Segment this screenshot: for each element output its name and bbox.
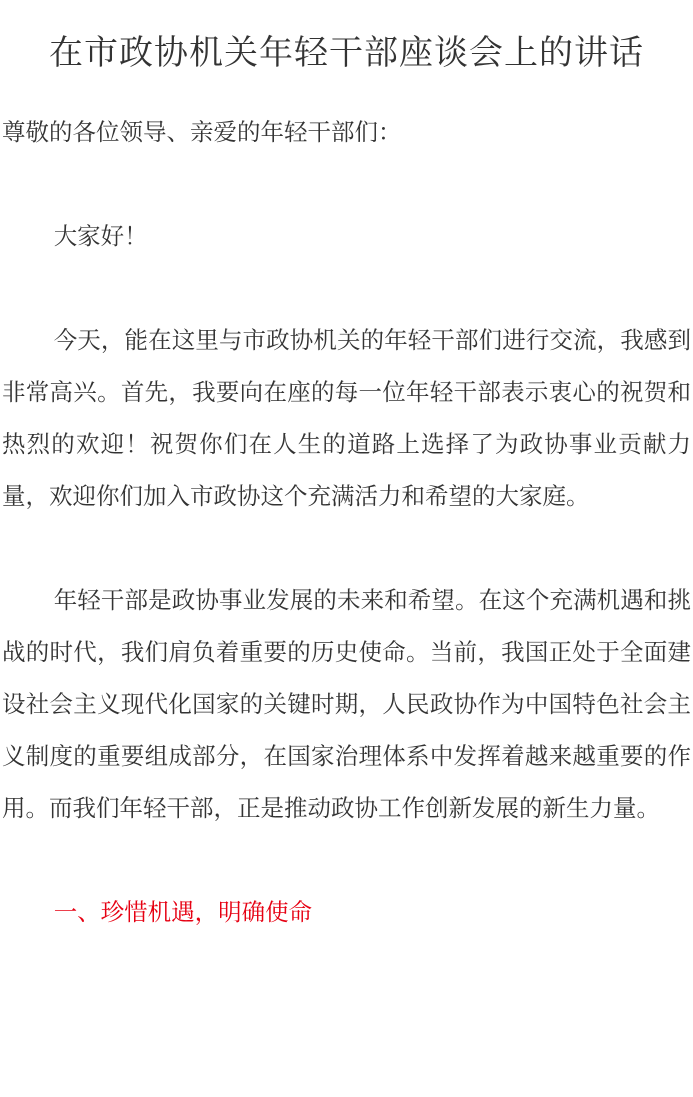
- document-title: 在市政协机关年轻干部座谈会上的讲话: [49, 33, 644, 73]
- paragraph-mission: 年轻干部是政协事业发展的未来和希望。在这个充满机遇和挑战的时代，我们肩负着重要的历史使命。当前，我国正处于全面建设社会主义现代化国家的关键时期，人民政协作为中国特色社会主义制度的重要组成部分，在国家治理体系中发挥着越来越重要的作用。而我们年轻干部，正是推动政协工作创新发展的新生力量。: [2, 586, 691, 822]
- paragraph-opening: 今天，能在这里与市政协机关的年轻干部们进行交流，我感到非常高兴。首先，我要向在座的每一位年轻干部表示衷心的祝贺和热烈的欢迎！祝贺你们在人生的道路上选择了为政协事业贡献力量，欢迎你们加入市政协这个充满活力和希望的大家庭。: [2, 326, 691, 510]
- greeting: 大家好！: [53, 222, 148, 250]
- salutation: 尊敬的各位领导、亲爱的年轻干部们：: [2, 118, 402, 146]
- section-heading: 一、珍惜机遇，明确使命: [53, 898, 313, 926]
